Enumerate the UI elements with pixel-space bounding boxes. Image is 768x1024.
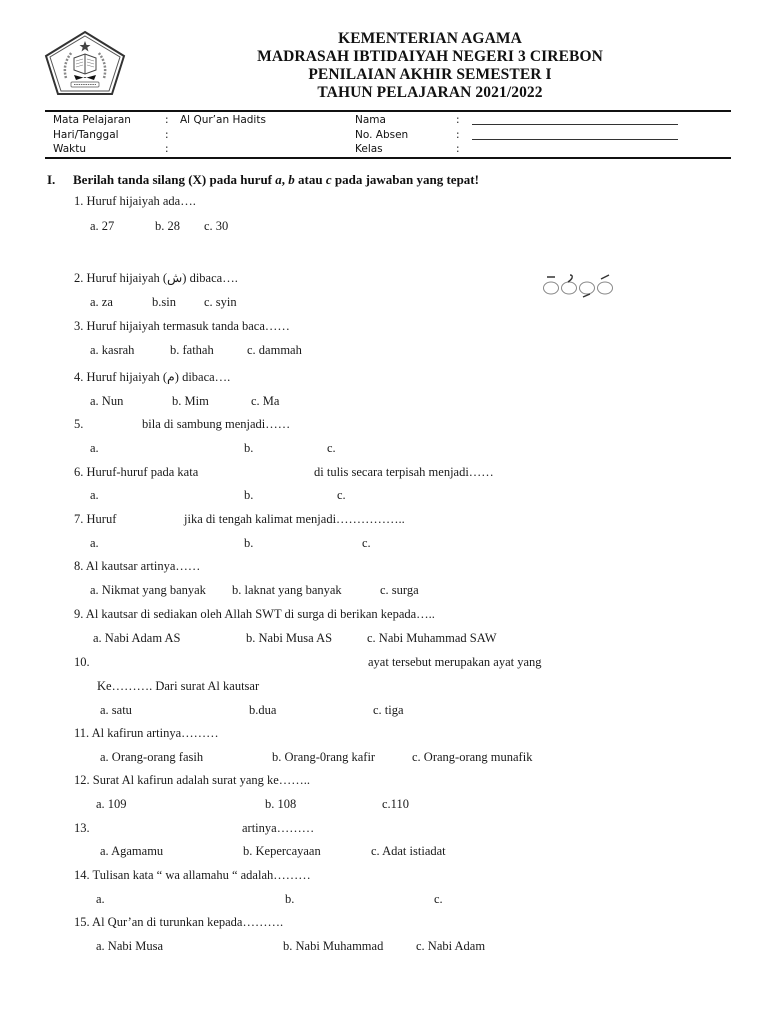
question-10-continued: Ke………. Dari surat Al kautsar bbox=[97, 679, 260, 693]
question-number: 10. bbox=[74, 655, 90, 669]
colon: : bbox=[165, 128, 169, 141]
question-7 bbox=[74, 512, 405, 527]
option-b[interactable]: b. bbox=[244, 488, 254, 502]
question-9: 9. Al kautsar di sediakan oleh Allah SWT di surga di berikan kepada….. bbox=[74, 607, 435, 621]
fathah-mark bbox=[601, 275, 609, 279]
question-6 bbox=[74, 465, 494, 480]
option-a[interactable]: a. Orang-orang fasih bbox=[100, 750, 204, 764]
option-b[interactable]: b. bbox=[244, 536, 254, 550]
option-c[interactable]: c. dammah bbox=[247, 343, 302, 357]
kementerian-agama-logo-icon bbox=[44, 30, 126, 96]
question-text-continued: jika di tengah kalimat menjadi…………….. bbox=[184, 512, 405, 526]
instruction-sep: , bbox=[281, 172, 289, 187]
option-c[interactable]: c. surga bbox=[380, 583, 419, 597]
option-a[interactable]: a. bbox=[90, 441, 99, 455]
instruction-b: b bbox=[288, 172, 295, 187]
option-a[interactable]: a. Nabi Adam AS bbox=[93, 631, 181, 645]
question-text-continued: di tulis secara terpisah menjadi…… bbox=[314, 465, 494, 479]
colon: : bbox=[456, 114, 460, 126]
option-c[interactable]: c. bbox=[337, 488, 346, 502]
option-b[interactable]: b. Kepercayaan bbox=[243, 844, 321, 858]
no-absen-label: No. Absen bbox=[355, 128, 409, 141]
option-c[interactable]: c. Nabi Muhammad SAW bbox=[367, 631, 497, 645]
info-row-hari-tanggal bbox=[45, 128, 731, 143]
question-15: 15. Al Qur’an di turunkan kepada………. bbox=[74, 915, 284, 929]
header-year: TAHUN PELAJARAN 2021/2022 bbox=[317, 84, 543, 101]
mata-pelajaran-value: Al Qur’an Hadits bbox=[180, 114, 266, 126]
option-b[interactable]: b. Nabi Muhammad bbox=[283, 939, 384, 953]
question-text: 7. Huruf bbox=[74, 512, 117, 526]
option-b[interactable]: b. fathah bbox=[170, 343, 214, 357]
instruction-a: a bbox=[275, 172, 282, 187]
header-exam: PENILAIAN AKHIR SEMESTER I bbox=[308, 66, 552, 83]
question-13 bbox=[74, 821, 315, 836]
question-3: 3. Huruf hijaiyah termasuk tanda baca…… bbox=[74, 319, 290, 333]
option-a[interactable]: a. 27 bbox=[90, 219, 115, 233]
option-a[interactable]: a. Nun bbox=[90, 394, 124, 408]
question-text: ayat tersebut merupakan ayat yang bbox=[368, 655, 542, 669]
instruction-c: c bbox=[325, 172, 332, 187]
option-b[interactable]: b. bbox=[285, 892, 295, 906]
kelas-label: Kelas bbox=[355, 143, 383, 155]
option-b[interactable]: b. laknat yang banyak bbox=[232, 583, 342, 597]
question-text: artinya……… bbox=[242, 821, 315, 835]
question-14: 14. Tulisan kata “ wa allamahu “ adalah……… bbox=[74, 868, 311, 882]
nama-label: Nama bbox=[355, 114, 386, 126]
option-a[interactable]: a. Nabi Musa bbox=[96, 939, 163, 953]
option-c[interactable]: c. 30 bbox=[204, 219, 229, 233]
colon: : bbox=[165, 143, 169, 155]
option-c[interactable]: c. bbox=[362, 536, 371, 550]
option-c[interactable]: c. bbox=[434, 892, 443, 906]
option-a[interactable]: a. Nikmat yang banyak bbox=[90, 583, 206, 597]
option-a[interactable]: a. bbox=[90, 536, 99, 550]
option-b[interactable]: b.dua bbox=[249, 703, 277, 717]
option-a[interactable]: a. bbox=[90, 488, 99, 502]
instruction-text: Berilah tanda silang (X) pada huruf bbox=[73, 172, 276, 187]
option-a[interactable]: a. Agamamu bbox=[100, 844, 164, 858]
option-a[interactable]: a. satu bbox=[100, 703, 132, 717]
instruction-text: pada jawaban yang tepat! bbox=[331, 172, 479, 187]
question-8: 8. Al kautsar artinya…… bbox=[74, 559, 201, 573]
option-a[interactable]: a. bbox=[96, 892, 105, 906]
section-number: I. bbox=[47, 172, 56, 187]
option-c[interactable]: c. tiga bbox=[373, 703, 404, 717]
colon: : bbox=[165, 114, 169, 126]
option-c[interactable]: c. Adat istiadat bbox=[371, 844, 446, 858]
question-2: 2. Huruf hijaiyah (ش) dibaca…. bbox=[74, 271, 238, 285]
question-number: 5. bbox=[74, 417, 84, 431]
option-b[interactable]: b. Orang-0rang kafir bbox=[272, 750, 376, 764]
option-b[interactable]: b. 108 bbox=[265, 797, 297, 811]
option-b[interactable]: b. Nabi Musa AS bbox=[246, 631, 333, 645]
option-b[interactable]: b. 28 bbox=[155, 219, 180, 233]
hari-tanggal-label: Hari/Tanggal bbox=[53, 128, 119, 141]
info-row-mata-pelajaran bbox=[45, 113, 731, 128]
option-b[interactable]: b.sin bbox=[152, 295, 176, 309]
question-5 bbox=[74, 417, 291, 432]
option-b[interactable]: b. bbox=[244, 441, 254, 455]
option-c[interactable]: c. bbox=[327, 441, 336, 455]
header-school: MADRASAH IBTIDAIYAH NEGERI 3 CIREBON bbox=[257, 48, 603, 65]
mata-pelajaran-label: Mata Pelajaran bbox=[53, 114, 131, 126]
option-a[interactable]: a. kasrah bbox=[90, 343, 135, 357]
no-absen-blank-line[interactable] bbox=[472, 139, 678, 140]
dammah-mark bbox=[568, 275, 572, 282]
colon: : bbox=[456, 128, 460, 141]
question-text: bila di sambung menjadi…… bbox=[142, 417, 291, 431]
option-c[interactable]: c. Orang-orang munafik bbox=[412, 750, 533, 764]
option-a[interactable]: a. za bbox=[90, 295, 113, 309]
question-number: 13. bbox=[74, 821, 90, 835]
question-12: 12. Surat Al kafirun adalah surat yang ke…….. bbox=[74, 773, 311, 787]
question-4: 4. Huruf hijaiyah (م) dibaca…. bbox=[74, 370, 231, 384]
instruction-sep: atau bbox=[294, 172, 326, 187]
option-c[interactable]: c. Nabi Adam bbox=[416, 939, 486, 953]
harakat-marks-icon bbox=[540, 272, 620, 298]
question-10 bbox=[74, 655, 542, 670]
info-row-waktu bbox=[45, 142, 731, 157]
option-a[interactable]: a. 109 bbox=[96, 797, 127, 811]
question-11: 11. Al kafirun artinya……… bbox=[74, 726, 219, 740]
exam-info-table bbox=[45, 110, 731, 159]
nama-blank-line[interactable] bbox=[472, 124, 678, 125]
question-text: 6. Huruf-huruf pada kata bbox=[74, 465, 199, 479]
waktu-label: Waktu bbox=[53, 143, 86, 155]
colon: : bbox=[456, 143, 460, 155]
document-header bbox=[220, 30, 640, 102]
option-b[interactable]: b. Mim bbox=[172, 394, 209, 408]
section-instruction bbox=[47, 172, 479, 188]
header-ministry: KEMENTERIAN AGAMA bbox=[338, 30, 522, 47]
option-c[interactable]: c. syin bbox=[204, 295, 237, 309]
option-c[interactable]: c. Ma bbox=[251, 394, 280, 408]
question-1: 1. Huruf hijaiyah ada…. bbox=[74, 194, 196, 208]
option-c[interactable]: c.110 bbox=[382, 797, 409, 811]
